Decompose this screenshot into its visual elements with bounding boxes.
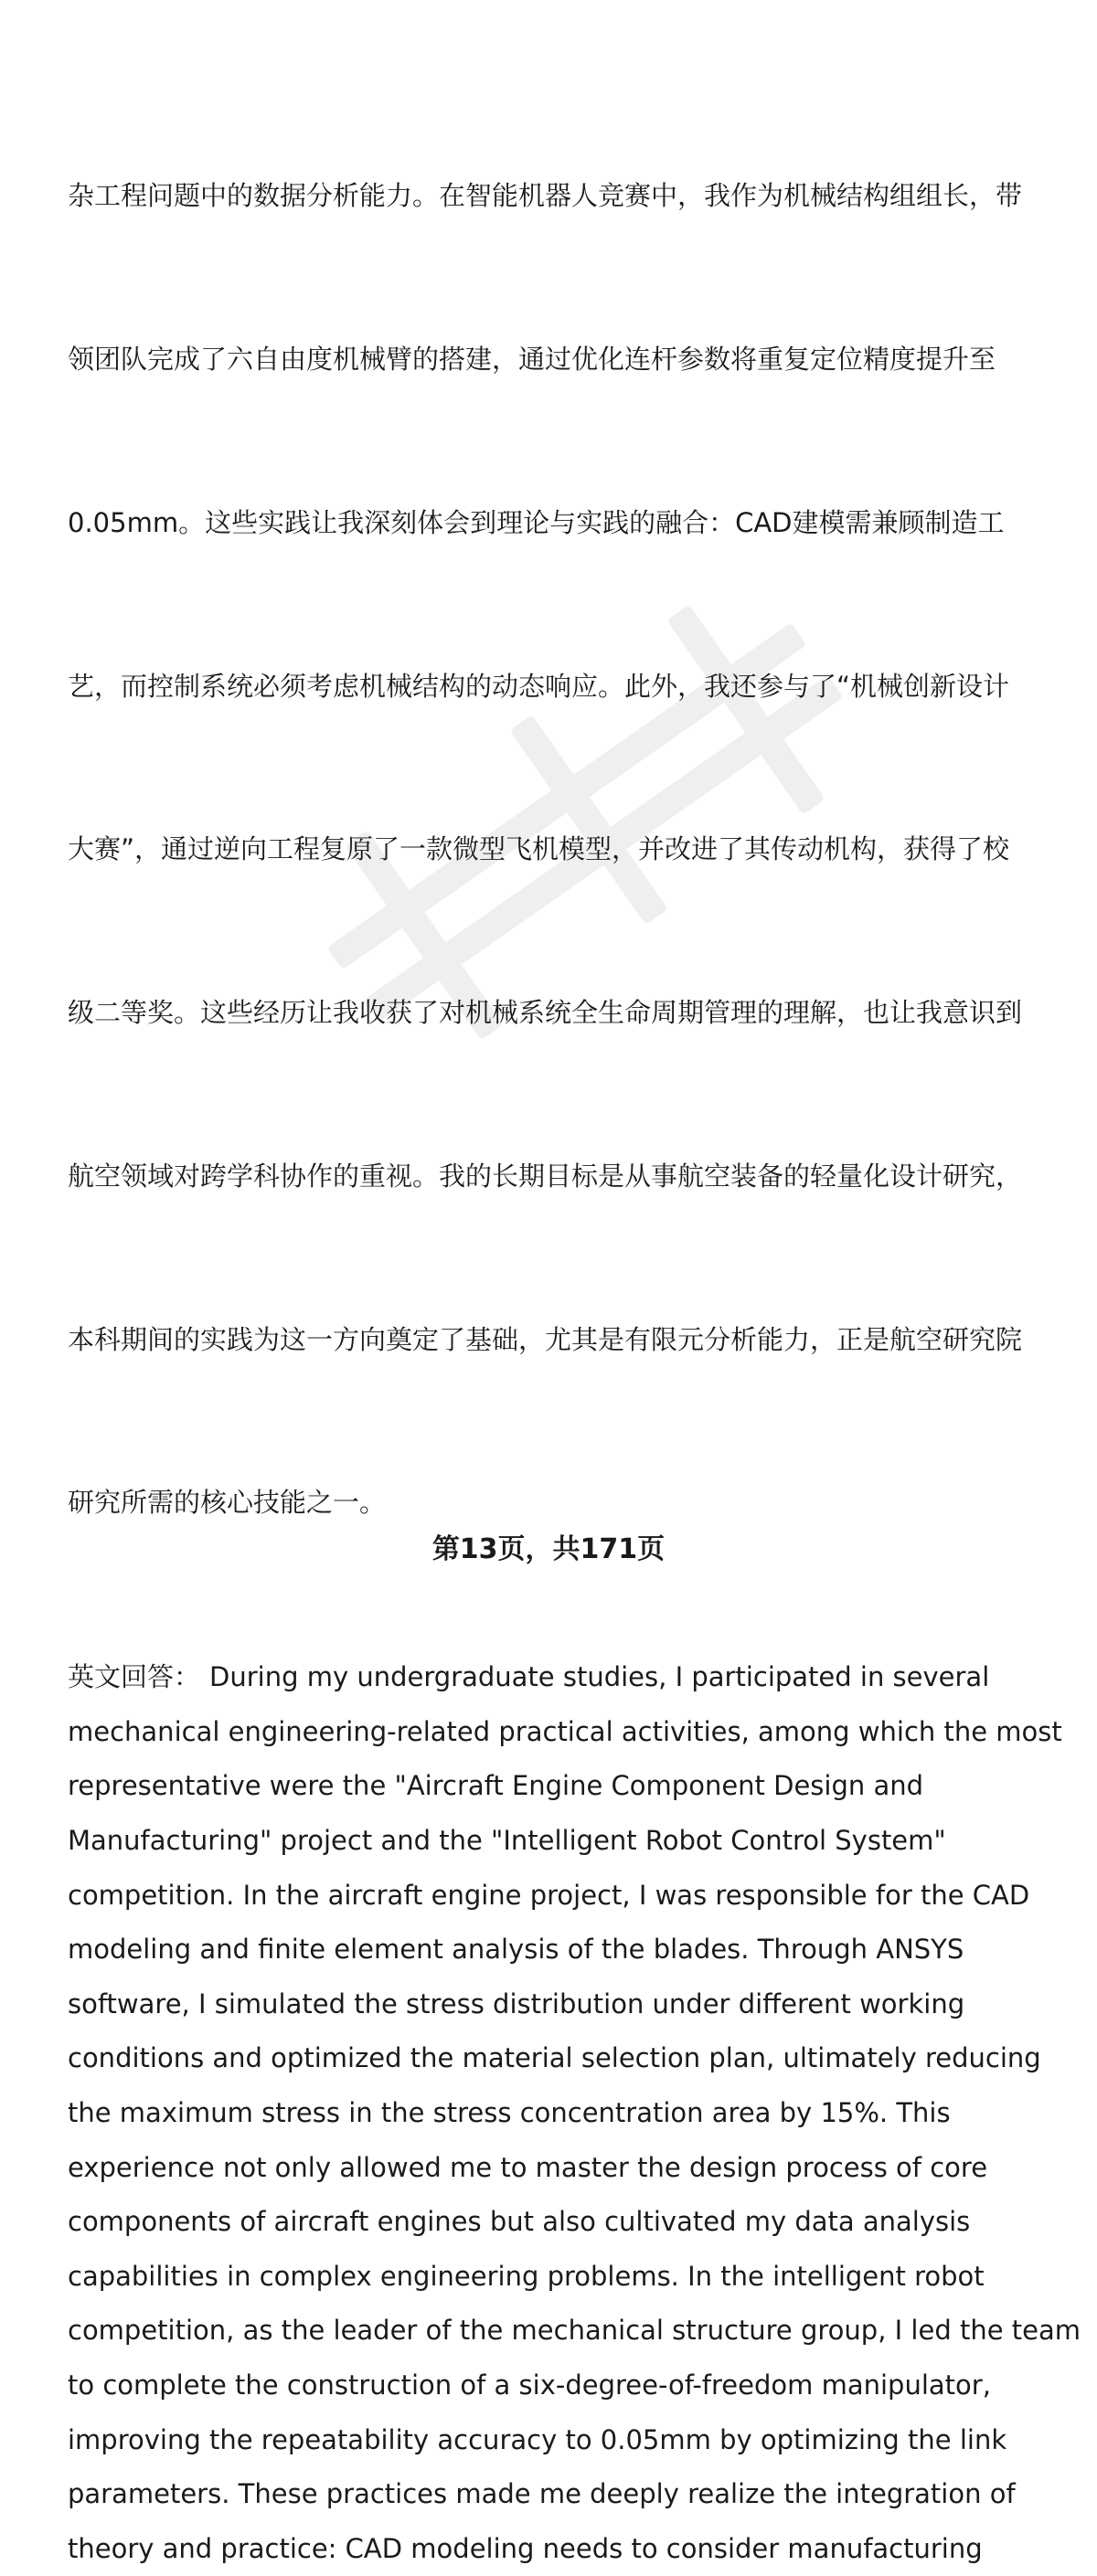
text-line: parameters. These practices made me deeply realize the integration of [68,2478,1016,2510]
text-line: 大赛”，通过逆向工程复原了一款微型飞机模型，并改进了其传动机构，获得了校 [68,833,1010,865]
text-line: 本科期间的实践为这一方向奠定了基础，尤其是有限元分析能力，正是航空研究院 [68,1323,1023,1355]
text-line-content: During my undergraduate studies, I participated in several [209,1661,990,1693]
text-line: theory and practice: CAD modeling needs to consider manufacturing [68,2532,983,2564]
text-line: 级二等奖。这些经历让我收获了对机械系统全生命周期管理的理解，也让我意识到 [68,997,1023,1029]
text-line: Manufacturing" project and the "Intelligent Robot Control System" [68,1825,946,1856]
english-answer-label: 英文回答： [68,1661,201,1693]
text-line: 领团队完成了六自由度机械臂的搭建，通过优化连杆参数将重复定位精度提升至 [68,343,996,375]
text-line: conditions and optimized the material selection plan, ultimately reducing [68,2042,1041,2074]
page-number-footer: 第13页，共171页 [431,1533,666,1565]
text-line: software, I simulated the stress distribution under different working [68,1988,965,2019]
document-body [68,60,1081,2576]
text-line: capabilities in complex engineering problems. In the intelligent robot [68,2260,985,2292]
text-line: competition, as the leader of the mechanical structure group, I led the team [68,2315,1081,2347]
text-line: the maximum stress in the stress concentration area by 15%. This [68,2096,951,2128]
text-line: mechanical engineering-related practical activities, among which the most [68,1715,1062,1747]
text-line: components of aircraft engines but also cultivated my data analysis [68,2206,971,2238]
text-line: 航空领域对跨学科协作的重视。我的长期目标是从事航空装备的轻量化设计研究， [68,1160,1023,1192]
text-line: representative were the "Aircraft Engine Component Design and [68,1770,924,1802]
text-line: competition. In the aircraft engine project, I was responsible for the CAD [68,1879,1030,1911]
text-line: modeling and finite element analysis of the blades. Through ANSYS [68,1934,964,1966]
text-line: 研究所需的核心技能之一。 [68,1487,387,1519]
text-line: 杂工程问题中的数据分析能力。在智能机器人竞赛中，我作为机械结构组组长，带 [68,180,1023,212]
text-line: 0.05mm。这些实践让我深刻体会到理论与实践的融合：CAD建模需兼顾制造工 [68,506,1005,538]
chinese-paragraph [68,60,1055,1639]
english-answer [68,1650,1081,2576]
text-line [68,1650,1055,1705]
text-line: 艺，而控制系统必须考虑机械结构的动态响应。此外，我还参与了“机械创新设计 [68,670,1010,702]
text-line: experience not only allowed me to master the design process of core [68,2151,988,2183]
text-line: to complete the construction of a six-degree-of-freedom manipulator, [68,2369,991,2401]
text-line: improving the repeatability accuracy to 0.05mm by optimizing the link [68,2423,1007,2455]
